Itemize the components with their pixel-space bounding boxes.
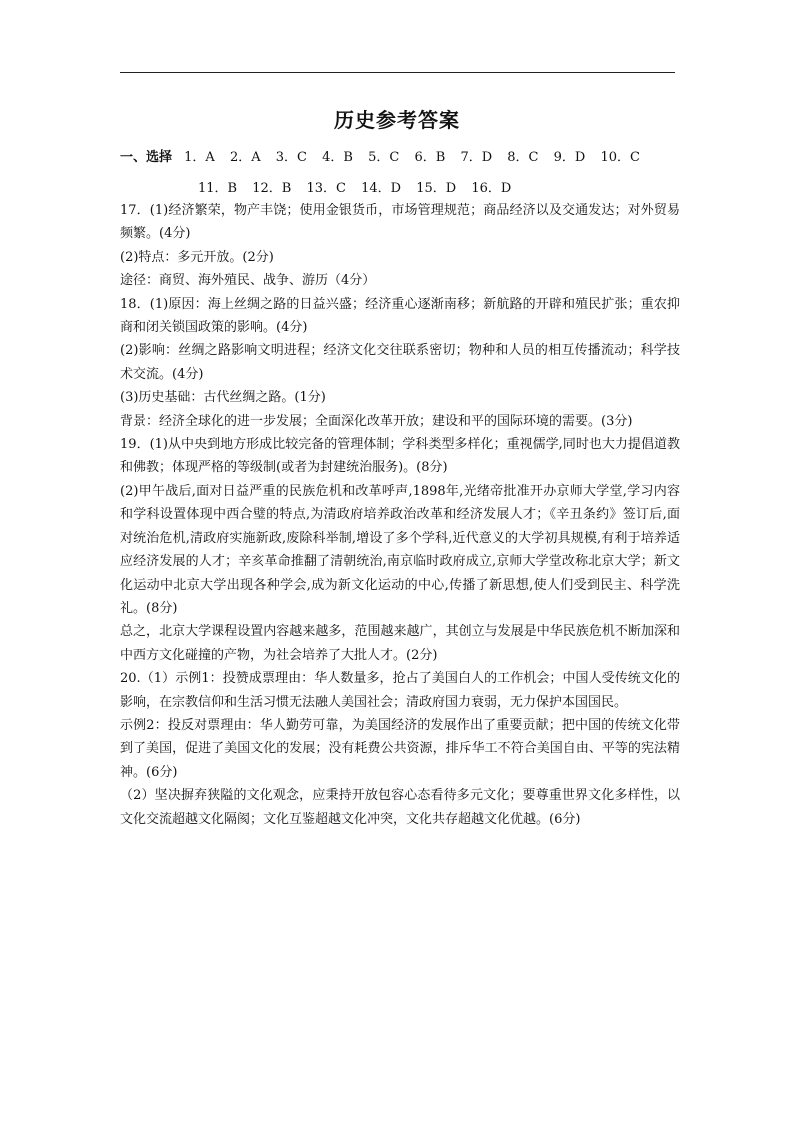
answer-paragraph: 背景：经济全球化的进一步发展；全面深化改革开放；建设和平的国际环境的需要。(3分) — [120, 413, 633, 429]
answer-paragraph: 途径：商贸、海外殖民、战争、游历（4分） — [120, 273, 376, 289]
header-rule — [120, 72, 675, 73]
choice-row-1 — [120, 146, 651, 165]
page-title: 历史参考答案 — [334, 108, 460, 132]
answer-body — [120, 199, 680, 831]
choice-answer-10: 10．C — [600, 150, 640, 165]
choice-answer-2: 2．A — [229, 150, 261, 165]
answer-paragraph: 17．(1)经济繁荣，物产丰饶；使用金银货币，市场管理规范；商品经济以及交通发达；对外贸易频繁。(4分) — [120, 203, 680, 242]
choice-section-label: 一、选择 — [120, 150, 173, 165]
answer-paragraph: (2)甲午战后,面对日益严重的民族危机和改革呼声,1898年,光绪帝批准开办京师大学堂,学习内容和学科设置体现中西合璧的特点,为清政府培养政治改革和经济发展人才；《辛丑条约》签订后,面对统治危机,清政府实施新政,废除科举制,增设了多个学科,近代意义的大学初具规模,有利于培养适应经济发展的人才；辛亥革命推翻了清朝统治,南京临时政府成立,京师大学堂改称北京大学；新文化运动中北京大学出现各种学会,成为新文化运动的中心,传播了新思想,使人们受到民主、科学洗礼。(8分) — [120, 483, 680, 616]
answer-paragraph: 19．(1)从中央到地方形成比较完备的管理体制；学科类型多样化；重视儒学,同时也大力提倡道教和佛教；体现严格的等级制(或者为封建统治服务)。(8分) — [120, 437, 680, 476]
choice-row-2 — [198, 177, 522, 196]
choice-answer-6: 6．B — [414, 150, 446, 165]
answer-paragraph: 20.（1）示例1：投赞成票理由：华人数量多，抢占了美国白人的工作机会；中国人受传统文化的影响，在宗教信仰和生活习惯无法融人美国社会；清政府国力衰弱，无力保护本国国民。 — [120, 671, 680, 710]
choice-answer-15: 15．D — [416, 181, 457, 196]
choice-answer-12: 12．B — [252, 181, 292, 196]
choice-answer-8: 8．C — [507, 150, 539, 165]
answer-paragraph: (3)历史基础：古代丝绸之路。(1分) — [120, 390, 326, 406]
choice-answer-9: 9．D — [553, 150, 586, 165]
choice-answer-7: 7．D — [460, 150, 493, 165]
answer-paragraph: 总之，北京大学课程设置内容越来越多，范围越来越广，其创立与发展是中华民族危机不断加深和中西方文化碰撞的产物，为社会培养了大批人才。(2分) — [120, 624, 680, 663]
answer-paragraph: （2）坚决摒弃狭隘的文化观念，应秉持开放包容心态看待多元文化；要尊重世界文化多样性，以文化交流超越文化隔阂；文化互鉴超越文化冲突，文化共存超越文化优越。(6分) — [120, 788, 680, 827]
choice-answer-1: 1．A — [184, 150, 215, 165]
choice-answer-13: 13．C — [306, 181, 346, 196]
choice-answer-5: 5．C — [368, 150, 400, 165]
answer-paragraph: 18．(1)原因：海上丝绸之路的日益兴盛；经济重心逐渐南移；新航路的开辟和殖民扩张；重农抑商和闭关锁国政策的影响。(4分) — [120, 296, 680, 336]
answer-paragraph: 示例2：投反对票理由：华人勤劳可靠，为美国经济的发展作出了重要贡献；把中国的传统文化带到了美国，促进了美国文化的发展；没有耗费公共资源，排斥华工不符合美国自由、平等的宪法精神。(6分) — [120, 717, 680, 780]
choice-answer-3: 3．C — [275, 150, 307, 165]
choice-answer-16: 16．D — [471, 181, 512, 196]
choice-answer-14: 14．D — [361, 181, 402, 196]
choice-answer-11: 11．B — [198, 181, 238, 196]
choice-answer-4: 4．B — [322, 150, 353, 165]
answer-paragraph: (2)特点：多元开放。(2分) — [120, 249, 274, 265]
answer-paragraph: (2)影响：丝绸之路影响文明进程；经济文化交往联系密切；物种和人员的相互传播流动；科学技术交流。(4分) — [120, 343, 680, 382]
